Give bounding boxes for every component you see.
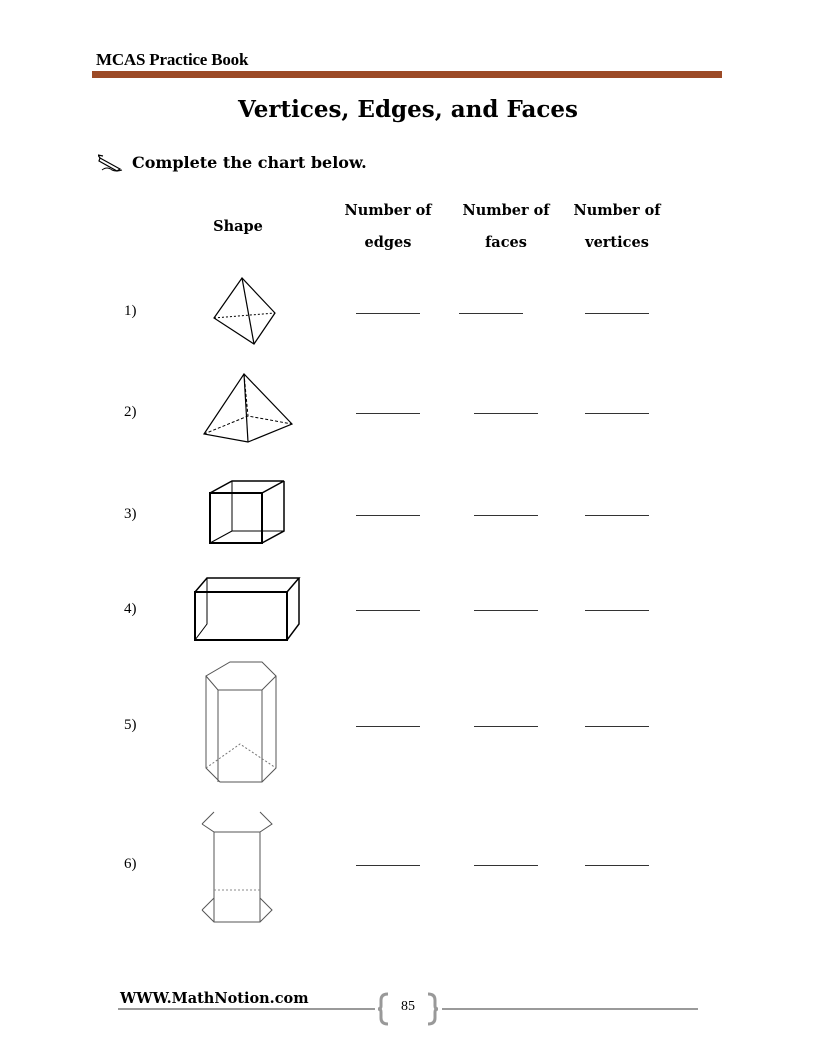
vertices-answer-line[interactable] (585, 865, 649, 866)
column-header-edges-line1: Number of (344, 202, 432, 219)
column-header-edges-line2: edges (364, 234, 412, 251)
column-header-edges (338, 195, 438, 259)
edges-answer-line[interactable] (356, 726, 420, 727)
instruction-text: Complete the chart below. (132, 153, 367, 172)
column-header-faces-line1: Number of (462, 202, 550, 219)
edges-answer-line[interactable] (356, 515, 420, 516)
cube-shape (208, 479, 288, 545)
vertices-answer-line[interactable] (585, 413, 649, 414)
vertices-answer-line[interactable] (585, 313, 649, 314)
hexagonal-prism-shape (200, 810, 276, 930)
footer-website: WWW.MathNotion.com (120, 990, 309, 1007)
faces-answer-line[interactable] (474, 726, 538, 727)
page-title: Vertices, Edges, and Faces (237, 96, 578, 123)
footer-rule-left (118, 1008, 375, 1010)
edges-answer-line[interactable] (356, 313, 420, 314)
row-number: 2) (124, 404, 137, 420)
square-pyramid-shape (202, 372, 294, 444)
row-number: 5) (124, 717, 137, 733)
vertices-answer-line[interactable] (585, 610, 649, 611)
faces-answer-line[interactable] (459, 313, 523, 314)
column-header-vertices-line2: vertices (585, 234, 649, 251)
rectangular-prism-shape (193, 576, 303, 642)
column-header-shape: Shape (213, 218, 263, 235)
header-rule (92, 71, 722, 78)
footer-rule-right (442, 1008, 698, 1010)
book-title: MCAS Practice Book (96, 50, 249, 69)
faces-answer-line[interactable] (474, 865, 538, 866)
right-bracket-icon (426, 992, 440, 1026)
edges-answer-line[interactable] (356, 865, 420, 866)
instruction (98, 153, 367, 172)
edges-answer-line[interactable] (356, 610, 420, 611)
pencil-icon (98, 154, 124, 172)
page-number: 85 (401, 999, 415, 1014)
column-header-vertices (567, 195, 667, 259)
vertices-answer-line[interactable] (585, 515, 649, 516)
vertices-answer-line[interactable] (585, 726, 649, 727)
faces-answer-line[interactable] (474, 610, 538, 611)
row-number: 3) (124, 506, 137, 522)
edges-answer-line[interactable] (356, 413, 420, 414)
column-header-vertices-line1: Number of (573, 202, 661, 219)
column-header-faces-line2: faces (485, 234, 527, 251)
row-number: 1) (124, 303, 137, 319)
triangular-pyramid-shape (212, 276, 278, 346)
row-number: 4) (124, 601, 137, 617)
faces-answer-line[interactable] (474, 413, 538, 414)
faces-answer-line[interactable] (474, 515, 538, 516)
left-bracket-icon (376, 992, 390, 1026)
row-number: 6) (124, 856, 137, 872)
pentagonal-prism-shape (204, 660, 280, 786)
column-header-faces (456, 195, 556, 259)
